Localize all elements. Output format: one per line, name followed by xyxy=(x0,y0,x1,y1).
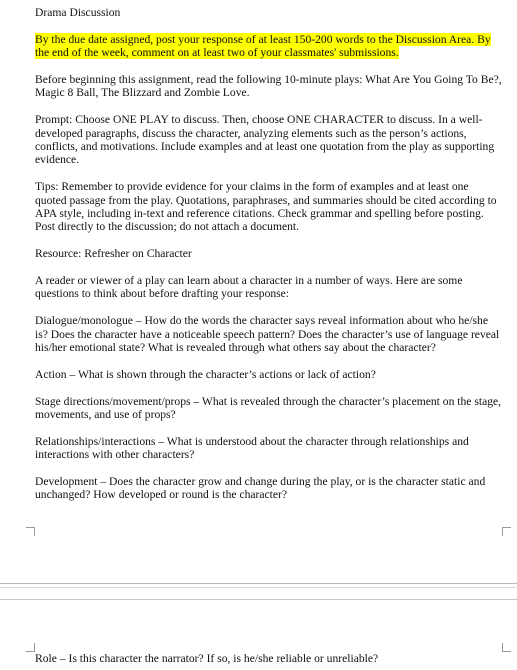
action-paragraph: Action – What is shown through the character’s actions or lack of action? xyxy=(35,367,376,381)
margin-corner-mark xyxy=(26,643,35,652)
resource-heading: Resource: Refresher on Character xyxy=(35,247,192,261)
intro-paragraph: A reader or viewer of a play can learn about a character in a number of ways. Here are some questions to think about before drafting your response: xyxy=(35,274,463,301)
margin-corner-mark xyxy=(502,643,511,652)
highlighted-instructions xyxy=(35,33,503,60)
document-title: Drama Discussion xyxy=(35,6,121,19)
relationships-paragraph: Relationships/interactions – What is understood about the character through relationships and interactions with other characters? xyxy=(35,434,469,462)
prompt-paragraph: Prompt: Choose ONE PLAY to discuss. Then, choose ONE CHARACTER to discuss. In a well-developed paragraphs, discuss the character, analyzing elements such as the person’s actions, conflicts, and motivations. Include examples and at least one quotation from the play as supporting evidence. xyxy=(35,113,495,167)
page-2-body xyxy=(35,652,503,670)
role-paragraph: Role – Is this character the narrator? If so, is he/she reliable or unreliable? xyxy=(35,652,379,665)
stage-directions-paragraph: Stage directions/movement/props – What is revealed through the character’s placement on the stage, movements, and use of props? xyxy=(35,394,502,422)
document-page-2 xyxy=(0,600,517,670)
page-break-line xyxy=(0,587,517,588)
reading-paragraph: Before beginning this assignment, read the following 10-minute plays: What Are You Going To Be?, Magic 8 Ball, The Blizzard and Zombie Love. xyxy=(35,73,502,100)
page-break xyxy=(0,583,517,600)
highlighted-instructions-text: By the due date assigned, post your response of at least 150-200 words to the Discussion Area. By the end of the week, comment on at least two of your classmates' submissions. xyxy=(35,32,491,60)
page-1-body xyxy=(35,6,503,515)
dialogue-paragraph: Dialogue/monologue – How do the words the character says reveal information about who he/she is? Does the character have a noticeable speech pattern? Does the character’s use of language reveal his/her emotional state? What is revealed through what others say about the character? xyxy=(35,314,500,355)
development-paragraph: Development – Does the character grow and change during the play, or is the character static and unchanged? How developed or round is the character? xyxy=(35,475,486,502)
margin-corner-mark xyxy=(502,527,511,536)
margin-corner-mark xyxy=(26,527,35,536)
tips-paragraph: Tips: Remember to provide evidence for your claims in the form of examples and at least one quoted passage from the play. Quotations, paraphrases, and summaries should be cited according to APA style, including in-text and reference citations. Check grammar and spelling before posting. Post directly to the discussion; do not attach a document. xyxy=(35,180,497,234)
